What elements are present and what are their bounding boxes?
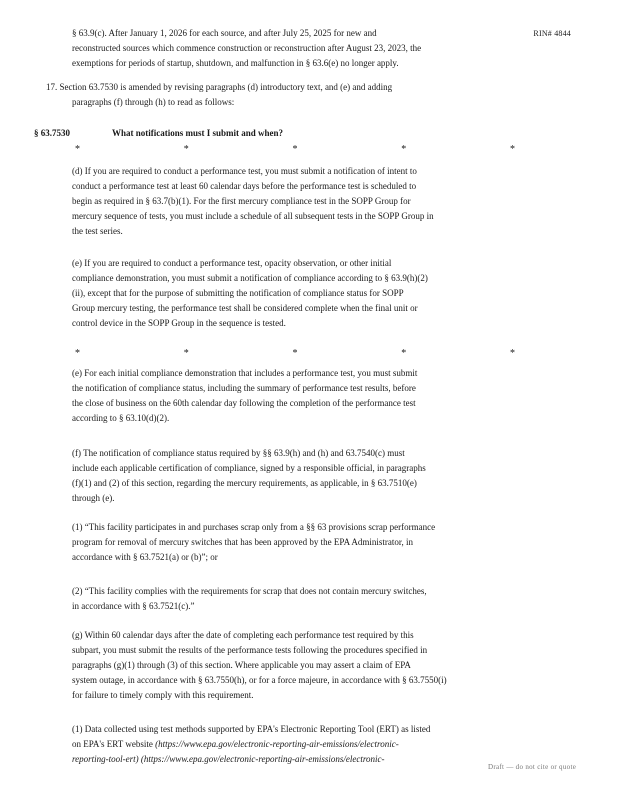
star-mark: * — [292, 144, 298, 155]
text-line: 17. Section 63.7530 is amended by revising paragraphs (d) introductory text, and (e) and adding — [46, 82, 393, 92]
paragraph-g-1 — [72, 722, 542, 767]
text-line: paragraphs (f) through (h) to read as follows: — [72, 97, 235, 107]
text-line: (g) Within 60 calendar days after the date of completing each performance test required by this — [72, 630, 414, 640]
link-text[interactable]: (https://www.epa.gov/electronic-reporting-air-emissions/electronic- — [155, 739, 399, 749]
text-line: § 63.9(c). After January 1, 2026 for each source, and after July 25, 2025 for new and — [72, 28, 377, 38]
paragraph-d — [72, 164, 542, 239]
document-id: RIN# 4844 — [533, 29, 571, 38]
text-line: conduct a performance test at least 60 calendar days before the performance test is scheduled to — [72, 181, 417, 191]
text-line — [72, 737, 542, 752]
text-line: compliance demonstration, you must submit a notification of compliance according to § 63.9(h)(2) — [72, 273, 428, 283]
text-line: reconstructed sources which commence construction or reconstruction after August 23, 2023, the — [72, 43, 422, 53]
star-mark: * — [510, 144, 515, 155]
text-line: (ii), except that for the purpose of submitting the notification of compliance status for SOPP — [72, 288, 404, 298]
text-line: control device in the SOPP Group in the sequence is tested. — [72, 318, 286, 328]
text-line: for failure to timely comply with this requirement. — [72, 690, 254, 700]
text-line: (1) “This facility participates in and purchases scrap only from a §§ 63 provisions scrap performance — [72, 522, 436, 532]
text-line: the notification of compliance status, including the summary of performance test results, before — [72, 383, 416, 393]
text-line: according to § 63.10(d)(2). — [72, 413, 170, 423]
paragraph-e-compliance — [72, 366, 542, 426]
text-line: program for removal of mercury switches that has been approved by the EPA Administrator, in — [72, 537, 413, 547]
amendment-instruction — [46, 80, 546, 110]
paragraph-f — [72, 446, 542, 506]
certification-2 — [72, 584, 542, 614]
text-line: subpart, you must submit the results of the performance tests following the procedures specified in — [72, 645, 428, 655]
star-mark: * — [401, 348, 407, 359]
text-line: in accordance with § 63.7521(c).” — [72, 601, 195, 611]
section-title: What notifications must I submit and when? — [112, 128, 284, 138]
text-line: (e) For each initial compliance demonstration that includes a performance test, you must submit — [72, 368, 418, 378]
star-mark: * — [75, 144, 80, 155]
text-line: exemptions for periods of startup, shutdown, and malfunction in § 63.6(e) no longer apply. — [72, 58, 399, 68]
text-line: the test series. — [72, 226, 123, 236]
star-mark: * — [401, 144, 407, 155]
paragraph-e — [72, 256, 542, 331]
text-line: through (e). — [72, 493, 115, 503]
omission-stars — [75, 346, 515, 361]
star-mark: * — [183, 348, 189, 359]
text-line: paragraphs (g)(1) through (3) of this section. Where applicable you may assert a claim of EPA — [72, 660, 411, 670]
omission-stars — [75, 142, 515, 157]
text-line: begin as required in § 63.7(b)(1). For the first mercury compliance test in the SOPP Group for — [72, 196, 411, 206]
certification-1 — [72, 520, 542, 565]
star-mark: * — [510, 348, 515, 359]
text-line: (d) If you are required to conduct a performance test, you must submit a notification of intent to — [72, 166, 417, 176]
text-line: system outage, in accordance with § 63.7550(h), or for a force majeure, in accordance with § 63.7550(i) — [72, 675, 447, 685]
text-fragment: on EPA's ERT website — [72, 739, 156, 749]
text-line: (f) The notification of compliance status required by §§ 63.9(h) and (h) and 63.7540(c) must — [72, 448, 405, 458]
text-line: accordance with § 63.7521(a) or (b)”; or — [72, 552, 218, 562]
text-line: (e) If you are required to conduct a performance test, opacity observation, or other initial — [72, 258, 392, 268]
text-line: (f)(1) and (2) of this section, regarding the mercury requirements, as applicable, in § 63.7510(e) — [72, 478, 417, 488]
link-text[interactable]: reporting-tool-ert) (https://www.epa.gov/electronic-reporting-air-emissions/electronic- — [72, 754, 385, 764]
text-line: Group mercury testing, the performance test shall be considered complete when the final unit or — [72, 303, 418, 313]
star-mark: * — [75, 348, 80, 359]
star-mark: * — [292, 348, 298, 359]
intro-paragraph — [72, 26, 542, 71]
paragraph-g — [72, 628, 542, 703]
star-mark: * — [183, 144, 189, 155]
text-line: include each applicable certification of compliance, signed by a responsible official, in paragraphs — [72, 463, 426, 473]
text-line: mercury sequence of tests, you must include a schedule of all subsequent tests in the SOPP Group in — [72, 211, 434, 221]
text-line: (2) “This facility complies with the requirements for scrap that does not contain mercury switches, — [72, 586, 427, 596]
text-line: (1) Data collected using test methods supported by EPA's Electronic Reporting Tool (ERT) as listed — [72, 724, 431, 734]
section-number: § 63.7530 — [34, 128, 70, 138]
margin-note: Draft — do not cite or quote — [488, 763, 577, 771]
text-line: the close of business on the 60th calendar day following the completion of the performance test — [72, 398, 416, 408]
